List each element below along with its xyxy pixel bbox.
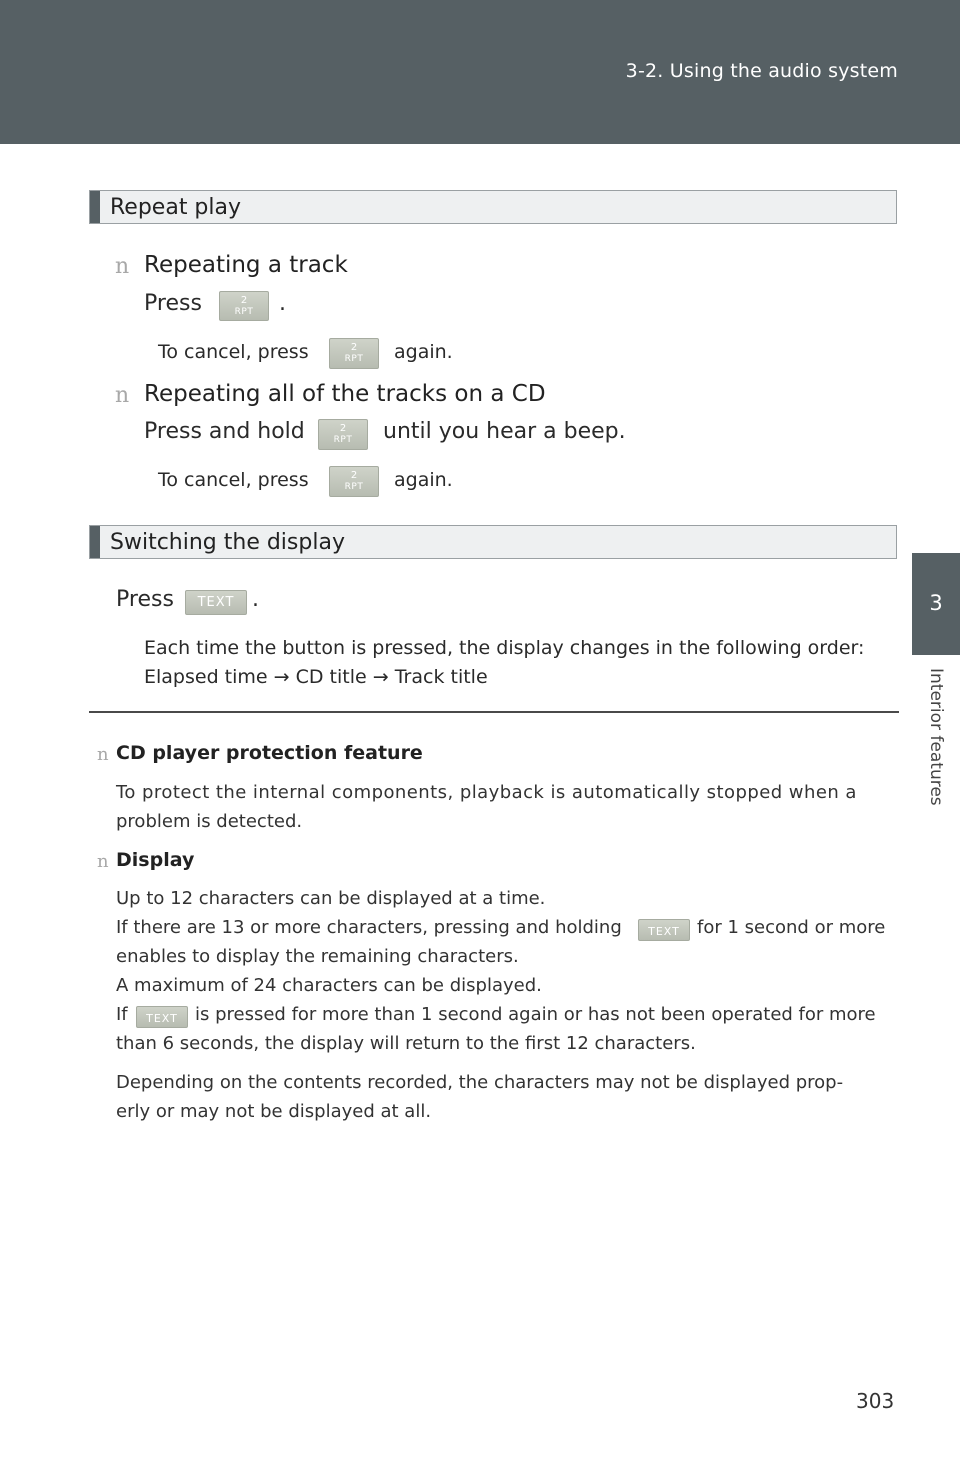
text-button-label: TEXT <box>648 925 680 938</box>
arrow-icon: → <box>372 666 389 688</box>
note-body-line: To protect the internal components, playback is automatically stopped when a <box>116 782 857 803</box>
note-body-line: enables to display the remaining characters. <box>116 946 519 967</box>
bullet-icon: n <box>115 383 130 408</box>
cancel-text: To cancel, press <box>158 341 309 363</box>
section-heading-text: Switching the display <box>110 530 345 555</box>
chapter-tab <box>912 553 960 655</box>
bullet-icon: n <box>97 744 109 765</box>
rpt-button-icon <box>329 466 379 497</box>
note-body-line: If there are 13 or more characters, pressing and holding <box>116 917 622 938</box>
display-order-sequence <box>144 666 488 688</box>
text-button-icon <box>185 590 247 615</box>
order-item: CD title <box>295 666 367 688</box>
display-order-description: Each time the button is pressed, the display changes in the following order: <box>144 637 865 659</box>
rpt-button-number: 2 <box>350 342 358 353</box>
bullet-icon: n <box>97 851 109 872</box>
instruction-text: Press <box>116 587 174 612</box>
text-button-icon <box>638 919 690 941</box>
rpt-button-number: 2 <box>350 470 358 481</box>
section-title: 3-2. Using the audio system <box>625 60 898 82</box>
page-header <box>0 0 960 144</box>
section-heading-switching-display <box>89 525 897 559</box>
section-heading-repeat-play <box>89 190 897 224</box>
note-heading-display: Display <box>116 849 195 871</box>
rpt-button-icon <box>318 419 368 450</box>
rpt-button-label: RPT <box>344 482 364 492</box>
instruction-text: Press and hold <box>144 419 305 444</box>
section-divider <box>89 711 899 713</box>
subheading-repeat-all: Repeating all of the tracks on a CD <box>144 381 546 407</box>
order-item: Track title <box>394 666 488 688</box>
note-body-line: A maximum of 24 characters can be displayed. <box>116 975 542 996</box>
note-body-line: Up to 12 characters can be displayed at a time. <box>116 888 546 909</box>
instruction-text-end: until you hear a beep. <box>383 419 626 444</box>
rpt-button-label: RPT <box>234 307 254 317</box>
note-body-line: erly or may not be displayed at all. <box>116 1101 432 1122</box>
text-button-label: TEXT <box>197 595 235 610</box>
note-body-line: than 6 seconds, the display will return to the first 12 characters. <box>116 1033 696 1054</box>
note-body-line: problem is detected. <box>116 811 303 832</box>
bullet-icon: n <box>115 254 130 279</box>
rpt-button-number: 2 <box>339 423 347 434</box>
instruction-text: Press <box>144 291 202 316</box>
rpt-button-icon <box>329 338 379 369</box>
page-number: 303 <box>856 1389 895 1413</box>
cancel-text-end: again. <box>394 469 453 491</box>
note-body-line: If <box>116 1004 128 1025</box>
instruction-text-end: . <box>252 587 259 612</box>
instruction-text-end: . <box>279 291 286 316</box>
order-item: Elapsed time <box>144 666 268 688</box>
note-heading-protection: CD player protection feature <box>116 742 423 764</box>
chapter-number: 3 <box>929 591 943 615</box>
note-body-line: for 1 second or more <box>697 917 886 938</box>
rpt-button-icon <box>219 291 269 321</box>
rpt-button-label: RPT <box>344 354 364 364</box>
note-body-line: is pressed for more than 1 second again or has not been operated for more <box>195 1004 876 1025</box>
text-button-icon <box>136 1006 188 1028</box>
chapter-label <box>906 668 960 828</box>
cancel-text-end: again. <box>394 341 453 363</box>
chapter-label-text: Interior features <box>926 668 946 806</box>
rpt-button-number: 2 <box>240 295 248 306</box>
subheading-repeat-track: Repeating a track <box>144 252 348 278</box>
note-body-line: Depending on the contents recorded, the characters may not be displayed prop- <box>116 1072 844 1093</box>
cancel-text: To cancel, press <box>158 469 309 491</box>
section-heading-text: Repeat play <box>110 195 242 220</box>
rpt-button-label: RPT <box>333 435 353 445</box>
text-button-label: TEXT <box>146 1012 178 1025</box>
arrow-icon: → <box>273 666 290 688</box>
